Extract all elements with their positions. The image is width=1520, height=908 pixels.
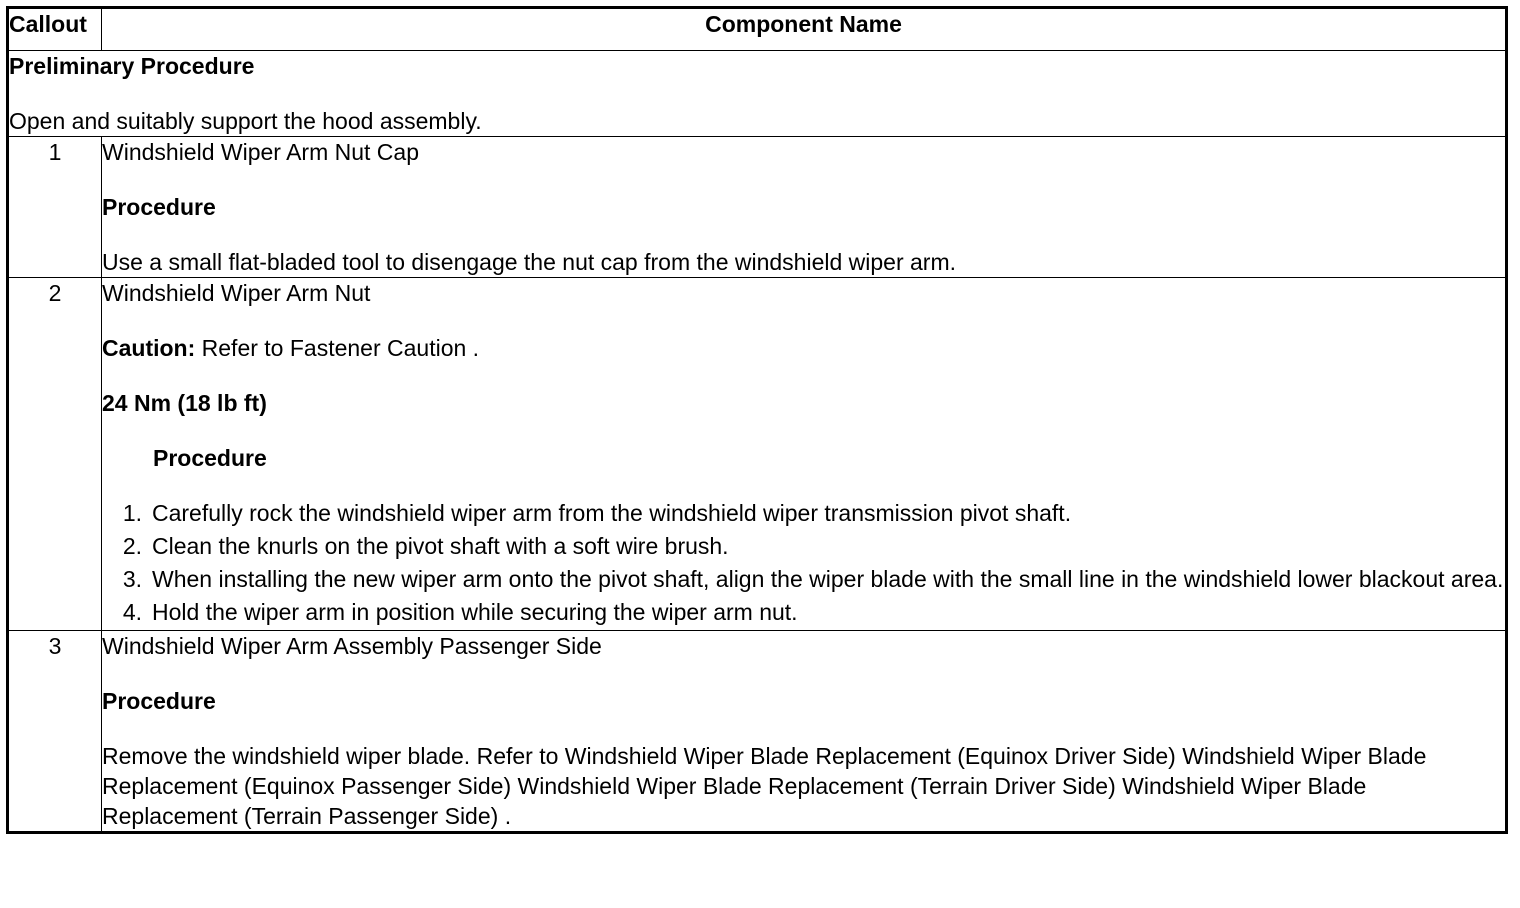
callout-number: 1 xyxy=(8,137,102,278)
procedure-steps xyxy=(102,498,1505,627)
preliminary-row xyxy=(8,51,1507,137)
torque-spec: 24 Nm (18 lb ft) xyxy=(102,390,267,416)
list-item xyxy=(102,564,1505,594)
preliminary-cell xyxy=(8,51,1507,137)
component-name: Windshield Wiper Arm Assembly Passenger Side xyxy=(102,633,602,659)
procedure-label: Procedure xyxy=(102,194,216,220)
caution-label: Caution: xyxy=(102,335,196,361)
table-row xyxy=(8,137,1507,278)
step-text: When installing the new wiper arm onto the pivot shaft, align the wiper blade with the small line in the windshield lower blackout area. xyxy=(152,566,1504,592)
step-text: Clean the knurls on the pivot shaft with a soft wire brush. xyxy=(152,533,729,559)
caution-text: Refer to Fastener Caution . xyxy=(195,335,480,361)
step-number: 4. xyxy=(122,599,142,625)
step-text: Carefully rock the windshield wiper arm from the windshield wiper transmission pivot shaft. xyxy=(152,500,1072,526)
step-text: Hold the wiper arm in position while securing the wiper arm nut. xyxy=(152,599,798,625)
callout-number: 3 xyxy=(8,631,102,833)
preliminary-title: Preliminary Procedure xyxy=(9,53,255,79)
step-number: 1. xyxy=(122,500,142,526)
procedure-text: Remove the windshield wiper blade. Refer to Windshield Wiper Blade Replacement (Equinox Driver Side) Windshield Wiper Blade Replacement (Equinox Passenger Side) Windshield Wiper Blade Replacement (Terrain Driver Side) Windshield Wiper Blade Replacement (Terrain Passenger Side) . xyxy=(102,743,1427,829)
step-number: 3. xyxy=(122,566,142,592)
component-cell xyxy=(102,137,1507,278)
callout-header: Callout xyxy=(8,8,102,51)
step-number: 2. xyxy=(122,533,142,559)
component-cell xyxy=(102,278,1507,631)
list-item xyxy=(102,498,1505,528)
procedure-label: Procedure xyxy=(153,445,267,471)
component-name: Windshield Wiper Arm Nut xyxy=(102,280,371,306)
procedure-text: Use a small flat-bladed tool to disengage the nut cap from the windshield wiper arm. xyxy=(102,249,957,275)
caution-note xyxy=(102,333,1505,363)
header-row xyxy=(8,8,1507,51)
procedure-table xyxy=(6,6,1508,834)
list-item xyxy=(102,597,1505,627)
callout-number: 2 xyxy=(8,278,102,631)
procedure-label: Procedure xyxy=(102,688,216,714)
component-name: Windshield Wiper Arm Nut Cap xyxy=(102,139,419,165)
preliminary-text: Open and suitably support the hood assembly. xyxy=(9,108,482,134)
component-name-header: Component Name xyxy=(102,8,1507,51)
list-item xyxy=(102,531,1505,561)
table-row xyxy=(8,278,1507,631)
component-cell xyxy=(102,631,1507,833)
table-row xyxy=(8,631,1507,833)
